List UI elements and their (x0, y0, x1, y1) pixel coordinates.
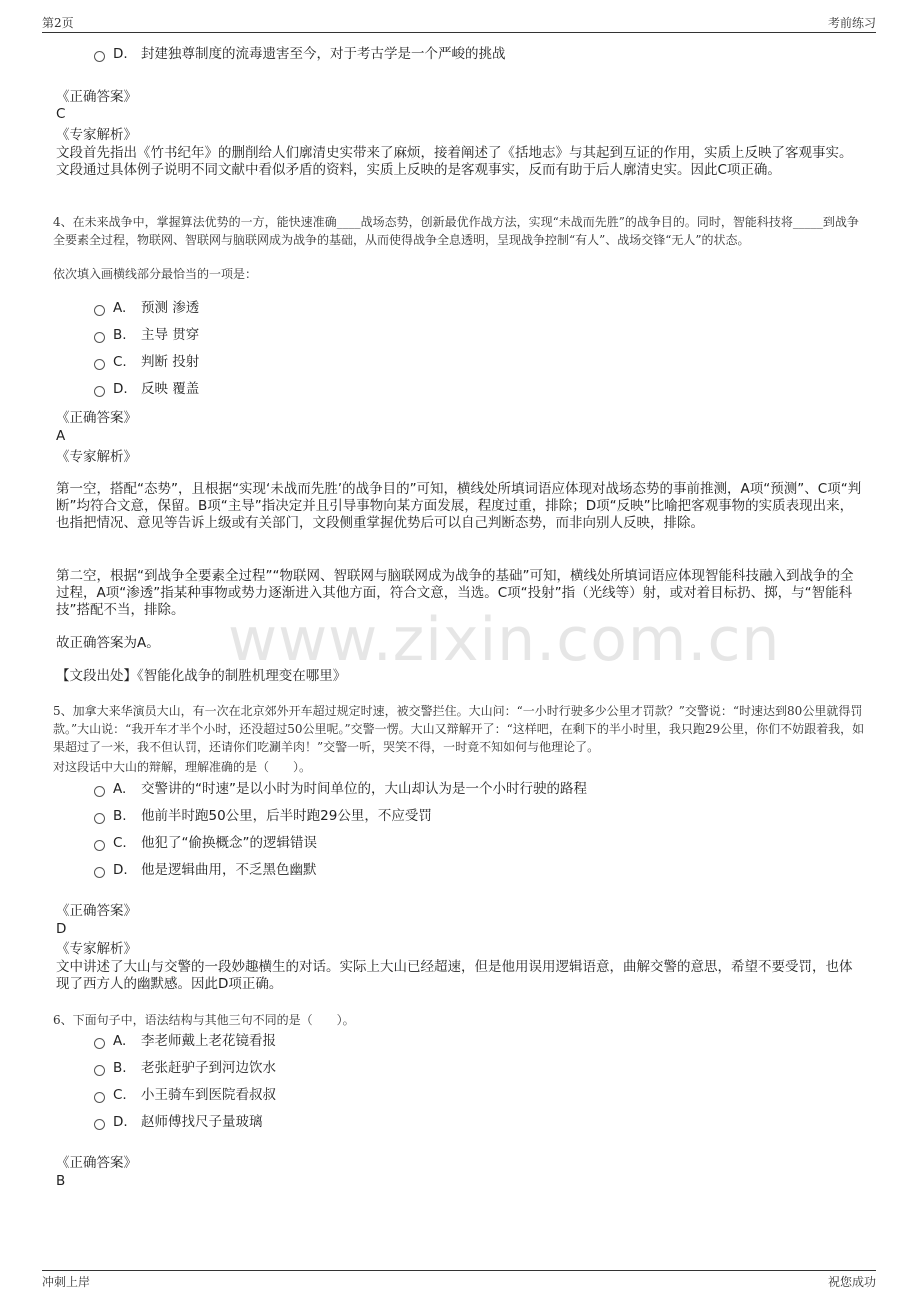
analysis-text: 文段首先指出《竹书纪年》的删削给人们廓清史实带来了麻烦，接着阐述了《括地志》与其起到互证的作用，实质上反映了客观事实。文段通过具体例子说明不同文献中看似矛盾的资料，实质上反映的是客观事实，反而有助于后人廓清史实。因此C项正确。 (56, 145, 853, 178)
question-stem: 5、加拿大来华演员大山，有一次在北京郊外开车超过规定时速，被交警拦住。大山问：“一小时行驶多少公里才罚款？”交警说：“时速达到80公里就得罚款。”大山说：“我开车才半个小时，还没超过50公里呢。”交警一愣。大山又辩解开了：“这样吧，在剩下的半小时里，我只跑29公里，你们不妨跟着我，如果超过了一米，我不但认罚，还请你们吃涮羊肉！”交警一听，哭笑不得，一时竟不知如何与他理论了。 (53, 704, 865, 754)
analysis-paragraph: 第一空，搭配“态势”，且根据“实现‘未战而先胜’的战争目的”可知，横线处所填词语应体现对战场态势的事前推测，A项“预测”、C项“判断”均符合文意，保留。B项“主导”指决定并且引导事物向某方面发展，程度过重，排除；D项“反映”比喻把客观事物的实质表现出来，也指把情况、意见等告诉上级或有关部门，文段侧重掌握优势后可以自己判断态势，而非向别人反映，排除。 (56, 481, 862, 531)
radio-icon[interactable] (94, 359, 105, 370)
option-d[interactable]: D. 封建独尊制度的流毒遗害至今，对于考古学是一个严峻的挑战 (94, 44, 506, 64)
radio-icon[interactable] (94, 1065, 105, 1076)
watermark: www.zixin.com.cn (228, 605, 781, 675)
option-b[interactable]: B. 他前半时跑50公里，后半时跑29公里，不应受罚 (94, 806, 432, 826)
analysis-label: 《专家解析》 (56, 127, 137, 143)
analysis-text: 文中讲述了大山与交警的一段妙趣横生的对话。实际上大山已经超速，但是他用误用逻辑语意，曲解交警的意思，希望不要受罚，也体现了西方人的幽默感。因此D项正确。 (56, 959, 853, 992)
question-stem: 4、在未来战争中，掌握算法优势的一方，能快速准确____战场态势，创新最优作战方法，实现“未战而先胜”的战争目的。同时，智能科技将_____到战争全要素全过程，物联网、智联网与脑联网成为战争的基础，从而使得战争全息透明，呈现战争控制“有人”、战场交锋“无人”的状态。 (53, 215, 859, 247)
question-stem: 6、下面句子中，语法结构与其他三句不同的是（ ）。 (53, 1013, 355, 1027)
option-b[interactable]: B. 主导 贯穿 (94, 325, 199, 345)
option-a[interactable]: A. 交警讲的“时速”是以小时为时间单位的，大山却认为是一个小时行驶的路程 (94, 779, 587, 799)
option-d[interactable]: D. 赵师傅找尺子量玻璃 (94, 1112, 263, 1132)
option-c[interactable]: C. 小王骑车到医院看叔叔 (94, 1085, 276, 1105)
radio-icon[interactable] (94, 1038, 105, 1049)
radio-icon[interactable] (94, 867, 105, 878)
option-a[interactable]: A. 预测 渗透 (94, 298, 199, 318)
source: 【文段出处】《智能化战争的制胜机理变在哪里》 (56, 668, 347, 684)
option-c[interactable]: C. 他犯了“偷换概念”的逻辑错误 (94, 833, 317, 853)
footer-left: 冲刺上岸 (42, 1275, 91, 1289)
option-d[interactable]: D. 反映 覆盖 (94, 379, 199, 399)
answer-label: 《正确答案》 (56, 1155, 137, 1171)
radio-icon[interactable] (94, 386, 105, 397)
radio-icon[interactable] (94, 51, 105, 62)
answer-value: B (56, 1173, 66, 1189)
question-prompt: 对这段话中大山的辩解，理解准确的是（ ）。 (53, 760, 312, 774)
option-b[interactable]: B. 老张赶驴子到河边饮水 (94, 1058, 276, 1078)
page-number: 第2页 (42, 16, 74, 30)
answer-label: 《正确答案》 (56, 89, 137, 105)
answer-value: C (56, 106, 66, 122)
header-title: 考前练习 (827, 16, 876, 30)
radio-icon[interactable] (94, 1119, 105, 1130)
radio-icon[interactable] (94, 813, 105, 824)
answer-value: D (56, 921, 67, 937)
conclusion: 故正确答案为A。 (56, 635, 160, 651)
page-footer (42, 1270, 876, 1293)
radio-icon[interactable] (94, 305, 105, 316)
footer-right: 祝您成功 (827, 1275, 876, 1289)
answer-value: A (56, 428, 66, 444)
analysis-label: 《专家解析》 (56, 941, 137, 957)
answer-label: 《正确答案》 (56, 903, 137, 919)
radio-icon[interactable] (94, 840, 105, 851)
option-a[interactable]: A. 李老师戴上老花镜看报 (94, 1031, 276, 1051)
radio-icon[interactable] (94, 1092, 105, 1103)
analysis-paragraph: 第二空，根据“到战争全要素全过程”“物联网、智联网与脑联网成为战争的基础”可知，横线处所填词语应体现智能科技融入到战争的全过程，A项“渗透”指某种事物或势力逐渐进入其他方面，符合文意，当选。C项“投射”指（光线等）射，或对着目标扔、掷，与“智能科技”搭配不当，排除。 (56, 568, 854, 618)
question-prompt: 依次填入画横线部分最恰当的一项是： (53, 267, 258, 281)
analysis-label: 《专家解析》 (56, 449, 137, 465)
radio-icon[interactable] (94, 332, 105, 343)
page-header (42, 10, 876, 33)
radio-icon[interactable] (94, 786, 105, 797)
option-c[interactable]: C. 判断 投射 (94, 352, 199, 372)
option-d[interactable]: D. 他是逻辑曲用，不乏黑色幽默 (94, 860, 317, 880)
answer-label: 《正确答案》 (56, 410, 137, 426)
